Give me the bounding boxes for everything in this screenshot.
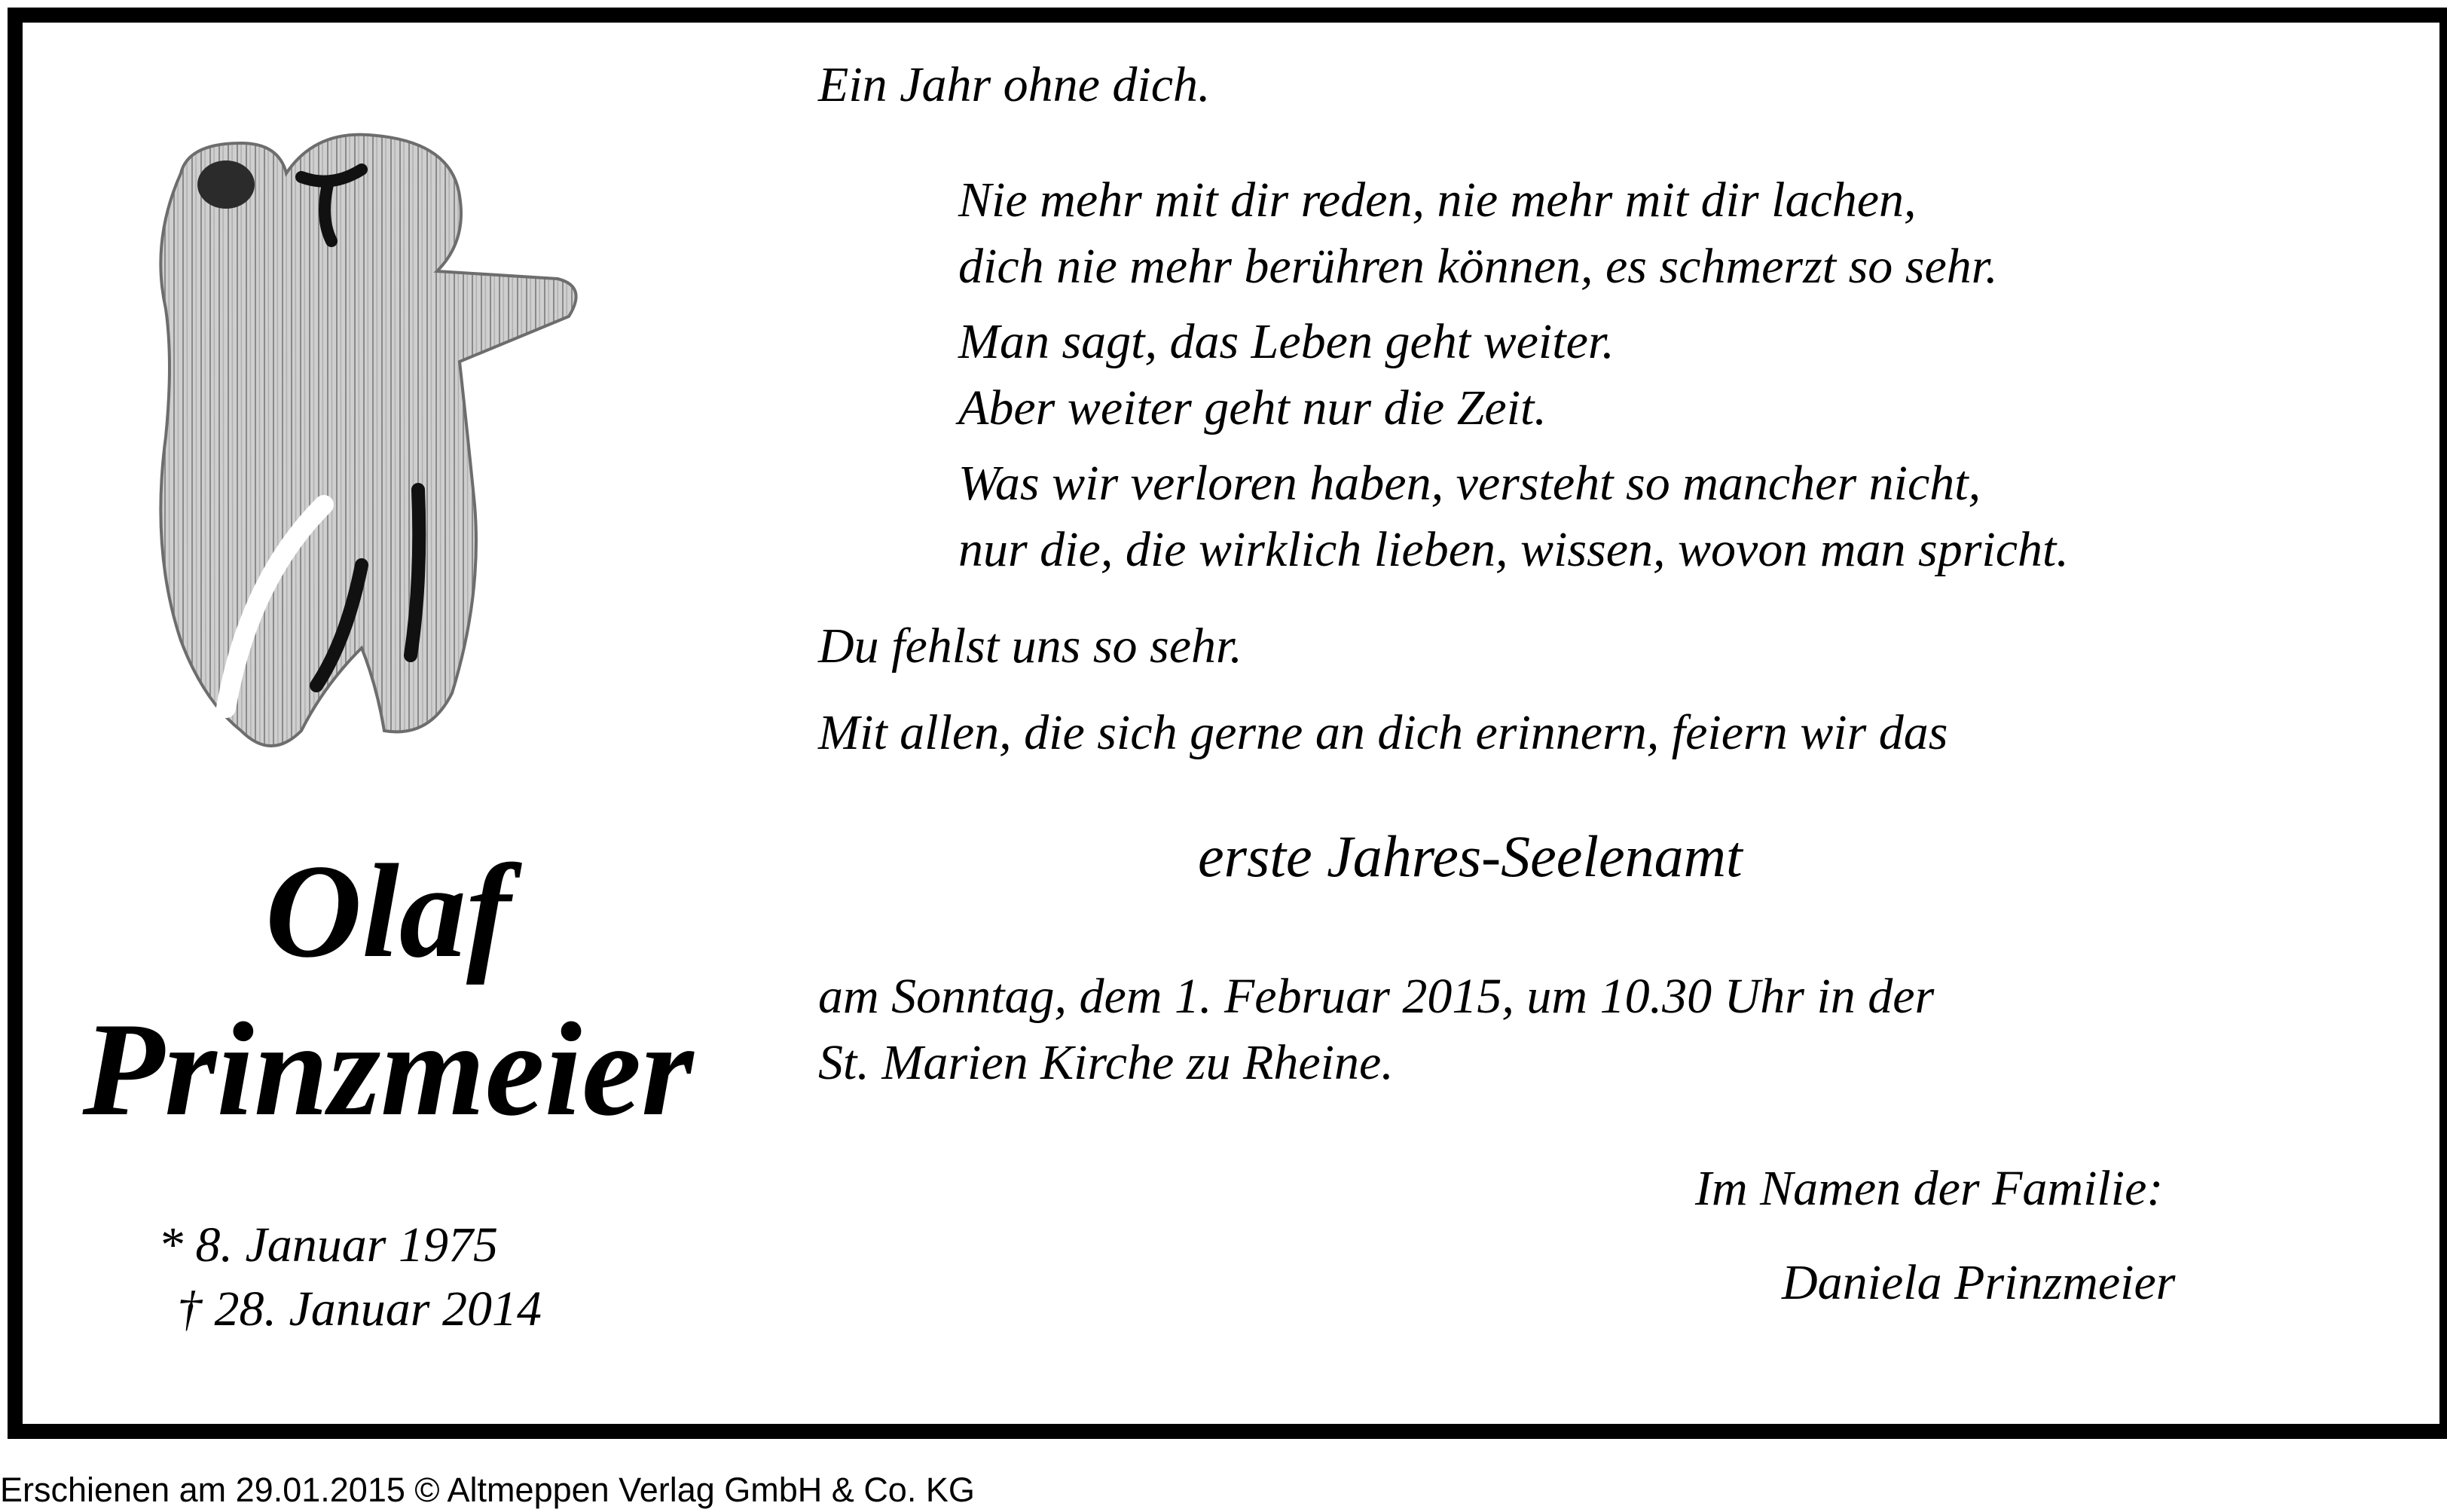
service-details-line-1: am Sonntag, dem 1. Februar 2015, um 10.30 Uhr in der	[818, 969, 1935, 1024]
poem-line: nur die, die wirklich lieben, wissen, wovon man spricht.	[958, 522, 2069, 577]
deceased-first-name: Olaf	[264, 836, 512, 985]
missing-line: Du fehlst uns so sehr.	[818, 619, 1242, 674]
death-date: † 28. Januar 2014	[177, 1281, 542, 1336]
service-details-line-2: St. Marien Kirche zu Rheine.	[818, 1035, 1394, 1090]
birth-date: * 8. Januar 1975	[158, 1217, 498, 1272]
deceased-last-name: Prinzmeier	[82, 994, 694, 1144]
signature-name: Daniela Prinzmeier	[1782, 1255, 2176, 1310]
poem	[958, 167, 2069, 592]
poem-line: Nie mehr mit dir reden, nie mehr mit dir lachen,	[958, 173, 1917, 228]
poem-stanza-1	[958, 167, 2069, 300]
poem-line: dich nie mehr berühren können, es schmerzt so sehr.	[958, 239, 1998, 294]
poem-stanza-2	[958, 309, 2069, 441]
publication-footer: Erschienen am 29.01.2015 © Altmeppen Verlag GmbH & Co. KG	[0, 1471, 975, 1509]
signature-intro: Im Namen der Familie:	[1695, 1161, 2164, 1216]
poem-line: Aber weiter geht nur die Zeit.	[958, 380, 1547, 435]
poem-line: Was wir verloren haben, versteht so mancher nicht,	[958, 456, 1981, 511]
invitation-line: Mit allen, die sich gerne an dich erinnern, feiern wir das	[818, 705, 1948, 760]
angel-figure-icon	[136, 113, 618, 776]
poem-line: Man sagt, das Leben geht weiter.	[958, 314, 1615, 369]
intro-line: Ein Jahr ohne dich.	[818, 57, 1211, 112]
poem-stanza-3	[958, 451, 2069, 583]
service-title: erste Jahres-Seelenamt	[1198, 823, 1743, 889]
